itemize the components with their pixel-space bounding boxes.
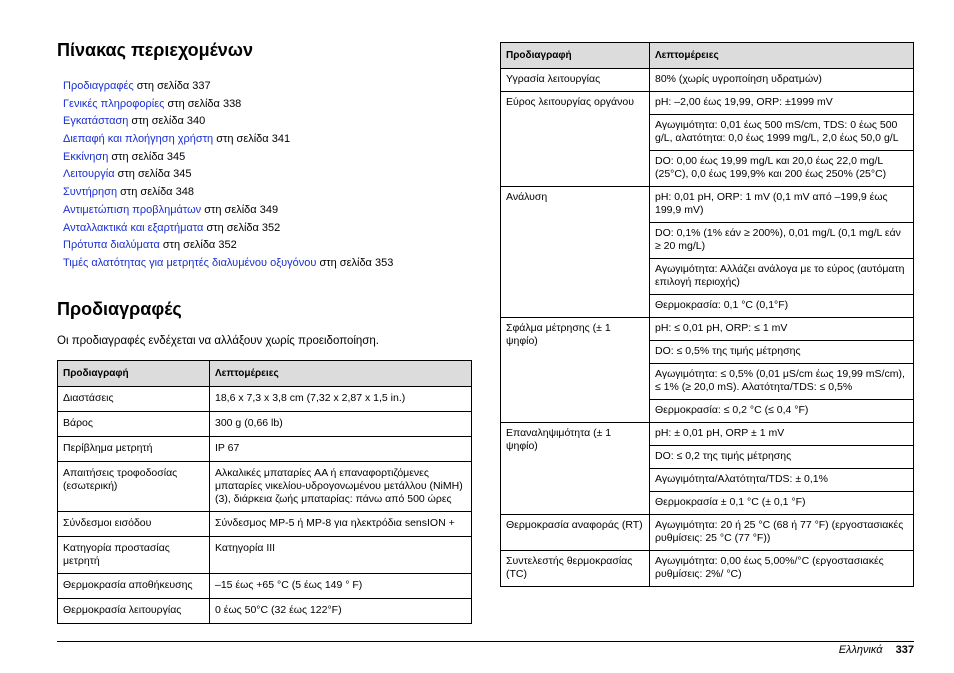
table-row [58,461,472,511]
spec-name-cell: Διαστάσεις [58,386,210,411]
table-row [58,386,472,411]
toc-page-ref: στη σελίδα 352 [203,221,281,234]
toc-item [63,184,472,202]
specs-table-1 [57,360,472,624]
spec-name-cell: Περίβλημα μετρητή [58,436,210,461]
table-header-row [58,360,472,386]
spec-detail-cell: Αγωγιμότητα: 0,00 έως 5,00%/°C (εργοστασιακές ρυθμίσεις: 2%/ °C) [650,551,914,587]
spec-detail-cell: Αλκαλικές μπαταρίες AA ή επαναφορτιζόμενες μπαταρίες νικελίου-υδρογονωμένου μετάλλου (NiMH) (3), διάρκεια ζωής μπαταρίας: πάνω από 500 ώρες [210,461,472,511]
header-details: Λεπτομέρειες [650,43,914,69]
toc-item [63,78,472,96]
toc-item [63,237,472,255]
toc-page-ref: στη σελίδα 349 [201,203,279,216]
toc-page-ref: στη σελίδα 338 [164,97,242,110]
spec-name-cell: Συντελεστής θερμοκρασίας (TC) [501,551,650,587]
table-row [58,536,472,573]
toc-link[interactable]: Εκκίνηση [63,150,109,163]
spec-name-cell: Ανάλυση [501,187,650,318]
spec-detail-cell: DO: ≤ 0,2 της τιμής μέτρησης [650,446,914,469]
spec-detail-cell: pH: –2,00 έως 19,99, ORP: ±1999 mV [650,92,914,115]
toc-page-ref: στη σελίδα 352 [159,239,237,252]
toc-list [63,78,472,273]
toc-link[interactable]: Πρότυπα διαλύματα [63,239,160,252]
spec-detail-cell: Κατηγορία III [210,536,472,573]
spec-detail-cell: 80% (χωρίς υγροποίηση υδρατμών) [650,69,914,92]
spec-name-cell: Σφάλμα μέτρησης (± 1 ψηφίο) [501,318,650,423]
spec-name-cell: Υγρασία λειτουργίας [501,69,650,92]
toc-link[interactable]: Αντιμετώπιση προβλημάτων [63,203,202,216]
toc-link[interactable]: Λειτουργία [63,168,115,181]
spec-detail-cell: 300 g (0,66 lb) [210,411,472,436]
spec-detail-cell: Αγωγιμότητα/Αλατότητα/TDS: ± 0,1% [650,469,914,492]
spec-name-cell: Βάρος [58,411,210,436]
specs-title: Προδιαγραφές [57,298,182,319]
table-row [501,69,914,92]
toc-title: Πίνακας περιεχομένων [57,40,254,60]
toc-page-ref: στη σελίδα 348 [117,186,194,199]
toc-page-ref: στη σελίδα 337 [133,80,211,92]
spec-name-cell: Κατηγορία προστασίας μετρητή [58,536,210,573]
spec-name-cell: Σύνδεσμοι εισόδου [58,511,210,536]
table-row [58,436,472,461]
toc-item [63,96,472,114]
toc-link[interactable]: Εγκατάσταση [63,115,129,128]
toc-link[interactable]: Τιμές αλατότητας για μετρητές διαλυμένου οξυγόνου [63,256,317,269]
toc-link[interactable]: Ανταλλακτικά και εξαρτήματα [63,221,204,234]
table-row [501,187,914,223]
spec-detail-cell: 18,6 x 7,3 x 3,8 cm (7,32 x 2,87 x 1,5 in.) [210,386,472,411]
spec-detail-cell: Αγωγιμότητα: ≤ 0,5% (0,01 μS/cm έως 19,99 mS/cm), ≤ 1% (≥ 20,0 mS). Αλατότητα/TDS: ≤ 0,5% [650,364,914,400]
left-column [57,36,472,624]
spec-detail-cell: Αγωγιμότητα: Αλλάζει ανάλογα με το εύρος (αυτόματη επιλογή περιοχής) [650,259,914,295]
specs-table-2 [500,42,914,587]
table-row [501,551,914,587]
spec-detail-cell: –15 έως +65 °C (5 έως 149 ° F) [210,573,472,598]
spec-detail-cell: pH: ≤ 0,01 pH, ORP: ≤ 1 mV [650,318,914,341]
spec-name-cell: Θερμοκρασία λειτουργίας [58,598,210,623]
spec-detail-cell: DO: 0,1% (1% εάν ≥ 200%), 0,01 mg/L (0,1 mg/L εάν ≥ 20 mg/L) [650,223,914,259]
header-spec: Προδιαγραφή [58,360,210,386]
spec-detail-cell: pH: ± 0,01 pH, ORP ± 1 mV [650,423,914,446]
spec-name-cell: Επαναληψιμότητα (± 1 ψηφίο) [501,423,650,515]
spec-detail-cell: Αγωγιμότητα: 20 ή 25 °C (68 ή 77 °F) (εργοστασιακές ρυθμίσεις: 25 °C (77 °F)) [650,515,914,551]
header-details: Λεπτομέρειες [210,360,472,386]
page-number: 337 [895,644,914,656]
table-row [58,598,472,623]
toc-item [63,131,472,149]
spec-name-cell: Απαιτήσεις τροφοδοσίας (εσωτερική) [58,461,210,511]
spec-detail-cell: IP 67 [210,436,472,461]
toc-item [63,166,472,184]
spec-name-cell: Εύρος λειτουργίας οργάνου [501,92,650,187]
toc-link[interactable]: Διεπαφή και πλοήγηση χρήστη [63,133,214,146]
table-header-row [501,43,914,69]
footer-language: Ελληνικά [838,644,883,656]
table-row [501,423,914,446]
toc-page-ref: στη σελίδα 353 [316,256,394,269]
table-row [501,515,914,551]
table-row [58,411,472,436]
spec-detail-cell: Θερμοκρασία: ≤ 0,2 °C (≤ 0,4 °F) [650,400,914,423]
toc-link[interactable]: Προδιαγραφές [63,80,134,92]
toc-item [63,149,472,167]
toc-link[interactable]: Συντήρηση [63,186,118,199]
toc-page-ref: στη σελίδα 341 [213,133,291,146]
toc-link[interactable]: Γενικές πληροφορίες [63,97,165,110]
spec-detail-cell: Θερμοκρασία: 0,1 °C (0,1°F) [650,295,914,318]
toc-item [63,220,472,238]
spec-name-cell: Θερμοκρασία αναφοράς (RT) [501,515,650,551]
spec-detail-cell: Θερμοκρασία ± 0,1 °C (± 0,1 °F) [650,492,914,515]
spec-detail-cell: 0 έως 50°C (32 έως 122°F) [210,598,472,623]
table-row [501,92,914,115]
right-column [500,42,914,587]
toc-item [63,113,472,131]
toc-page-ref: στη σελίδα 345 [108,150,186,163]
table-row [58,573,472,598]
spec-detail-cell: DO: 0,00 έως 19,99 mg/L και 20,0 έως 22,0 mg/L (25°C), 0,0 έως 199,9% και 200 έως 250% (25°C) [650,151,914,187]
table-row [501,318,914,341]
toc-page-ref: στη σελίδα 345 [114,168,192,181]
toc-item [63,255,472,273]
toc-item [63,202,472,220]
spec-detail-cell: Σύνδεσμος MP-5 ή MP-8 για ηλεκτρόδια sensION + [210,511,472,536]
spec-detail-cell: Αγωγιμότητα: 0,01 έως 500 mS/cm, TDS: 0 έως 500 g/L, αλατότητα: 0,0 έως 1999 mg/L, 2,0 έως 50,0 g/L [650,115,914,151]
table-row [58,511,472,536]
spec-detail-cell: pH: 0,01 pH, ORP: 1 mV (0,1 mV από –199,9 έως 199,9 mV) [650,187,914,223]
toc-page-ref: στη σελίδα 340 [128,115,206,128]
header-spec: Προδιαγραφή [501,43,650,69]
footer-divider [57,641,914,642]
spec-name-cell: Θερμοκρασία αποθήκευσης [58,573,210,598]
footer [839,643,914,657]
spec-detail-cell: DO: ≤ 0,5% της τιμής μέτρησης [650,341,914,364]
specs-intro: Οι προδιαγραφές ενδέχεται να αλλάξουν χωρίς προειδοποίηση. [57,334,379,347]
